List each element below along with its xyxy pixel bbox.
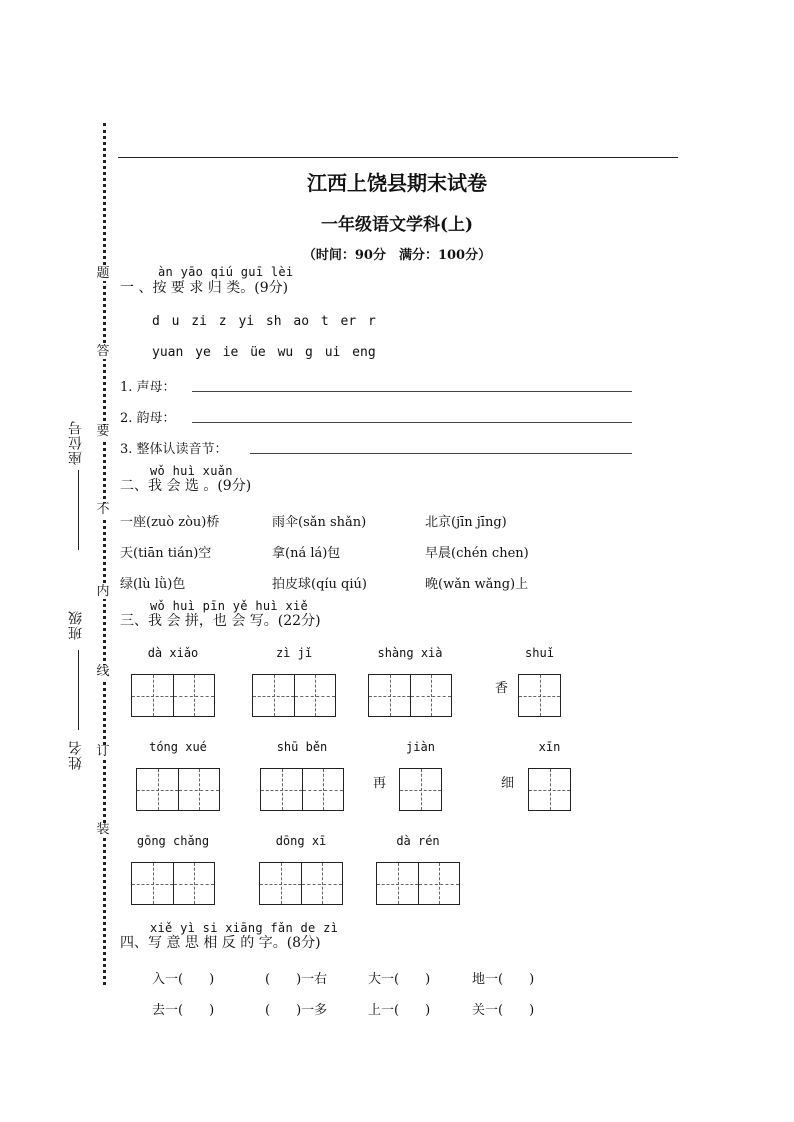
group-pinyin: shàng xià [377,646,443,660]
antonym-item[interactable]: 关一( ) [472,1003,535,1018]
writing-cell[interactable] [377,863,418,904]
choice-item[interactable]: 晚(wǎn wǎng)上 [425,577,529,592]
binding-char: 线 [96,664,110,679]
writing-cell[interactable] [529,769,570,810]
writing-cell[interactable] [519,675,560,716]
choice-item[interactable]: 拍皮球(qíu qiú) [272,577,367,592]
writing-cell[interactable] [178,769,219,810]
seat-number-label: 座位号 [68,420,84,465]
section4-pinyin: xiě yì si xiāng fǎn de zì [150,921,339,935]
exam-title: 江西上饶县期末试卷 [307,171,487,195]
writing-cell[interactable] [261,769,302,810]
choice-item[interactable]: 绿(lù lǜ)色 [120,577,186,592]
binding-char: 内 [96,584,110,599]
writing-cell[interactable] [418,863,459,904]
group-pinyin: dōng xī [275,834,327,848]
answer-line[interactable] [192,391,632,392]
antonym-item[interactable]: ( )一右 [265,972,328,987]
binding-char: 订 [96,744,110,759]
writing-cell[interactable] [400,769,441,810]
choice-item[interactable]: 早晨(chén chen) [425,546,529,561]
antonym-item[interactable]: 上一( ) [368,1003,431,1018]
antonym-item[interactable]: 地一( ) [472,972,535,987]
choice-item[interactable]: 北京(jīn jīng) [425,515,507,530]
writing-cell[interactable] [369,675,410,716]
writing-cell[interactable] [132,863,173,904]
choice-item[interactable]: 一座(zuò zòu)桥 [120,515,220,530]
binding-char: 装 [96,822,110,837]
category-label: 1. 声母： [120,380,176,395]
answer-line[interactable] [250,453,632,454]
writing-cell[interactable] [253,675,294,716]
antonym-item[interactable]: 去一( ) [152,1003,215,1018]
given-char: 再 [373,776,387,791]
class-label: 班级 [68,610,84,640]
group-pinyin: tóng xué [149,740,207,754]
section1-row2: yuan ye ie üe wu g ui eng [152,345,376,360]
antonym-item[interactable]: 入一( ) [152,972,215,987]
writing-cell[interactable] [302,769,343,810]
antonym-item[interactable]: 大一( ) [368,972,431,987]
pinyin-write-group [259,834,343,905]
choice-item[interactable]: 拿(ná lá)包 [272,546,341,561]
answer-line[interactable] [192,422,632,423]
group-pinyin: gōng chǎng [136,834,210,848]
group-pinyin: xīn [538,740,561,754]
pinyin-write-group [131,834,215,905]
group-pinyin: shū běn [276,740,328,754]
choice-item[interactable]: 天(tiān tián)空 [120,546,212,561]
pinyin-write-group [518,646,561,717]
category-label: 2. 韵母： [120,411,176,426]
writing-cell[interactable] [301,863,342,904]
pinyin-write-group [136,740,220,811]
name-label: 姓名 [68,740,84,770]
seat-number-blank[interactable] [78,470,79,550]
group-pinyin: dà xiǎo [147,646,199,660]
class-blank[interactable] [78,650,79,730]
choice-item[interactable]: 雨伞(sǎn shǎn) [272,515,367,530]
writing-cell[interactable] [294,675,335,716]
pinyin-write-group [528,740,571,811]
writing-cell[interactable] [173,675,214,716]
section3-title: 三、我 会 拼，也 会 写。(22分) [120,613,321,629]
writing-cell[interactable] [137,769,178,810]
group-pinyin: jiàn [406,740,435,754]
section3-pinyin: wǒ huì pīn yě huì xiě [150,599,309,613]
section2-title: 二、我 会 选 。(9分) [120,478,252,494]
binding-char: 答 [96,344,110,359]
pinyin-write-group [368,646,452,717]
exam-info: （时间：90分 满分：100分） [302,248,492,263]
section1-pinyin: àn yāo qiú guī lèi [158,265,294,279]
given-char: 香 [495,681,509,696]
section1-row1: d u zi z yi sh ao t er r [152,314,376,329]
writing-cell[interactable] [132,675,173,716]
exam-subtitle: 一年级语文学科(上) [320,215,474,235]
section4-title: 四、写 意 思 相 反 的 字。(8分) [120,935,321,951]
binding-char: 要 [96,424,110,439]
group-pinyin: zì jǐ [275,646,313,660]
pinyin-write-group [131,646,215,717]
binding-char: 题 [96,266,110,281]
category-label: 3. 整体认读音节： [120,442,228,457]
section2-pinyin: wǒ huì xuǎn [150,464,233,478]
given-char: 细 [501,776,515,791]
writing-cell[interactable] [410,675,451,716]
writing-cell[interactable] [173,863,214,904]
pinyin-write-group [399,740,442,811]
antonym-item[interactable]: ( )一多 [265,1003,328,1018]
header-rule [118,157,678,158]
group-pinyin: dà rén [396,834,440,848]
writing-cell[interactable] [260,863,301,904]
pinyin-write-group [252,646,336,717]
group-pinyin: shuǐ [525,646,554,660]
section1-title: 一 、按 要 求 归 类。(9分) [120,280,289,296]
pinyin-write-group [376,834,460,905]
pinyin-write-group [260,740,344,811]
binding-char: 不 [96,502,110,517]
